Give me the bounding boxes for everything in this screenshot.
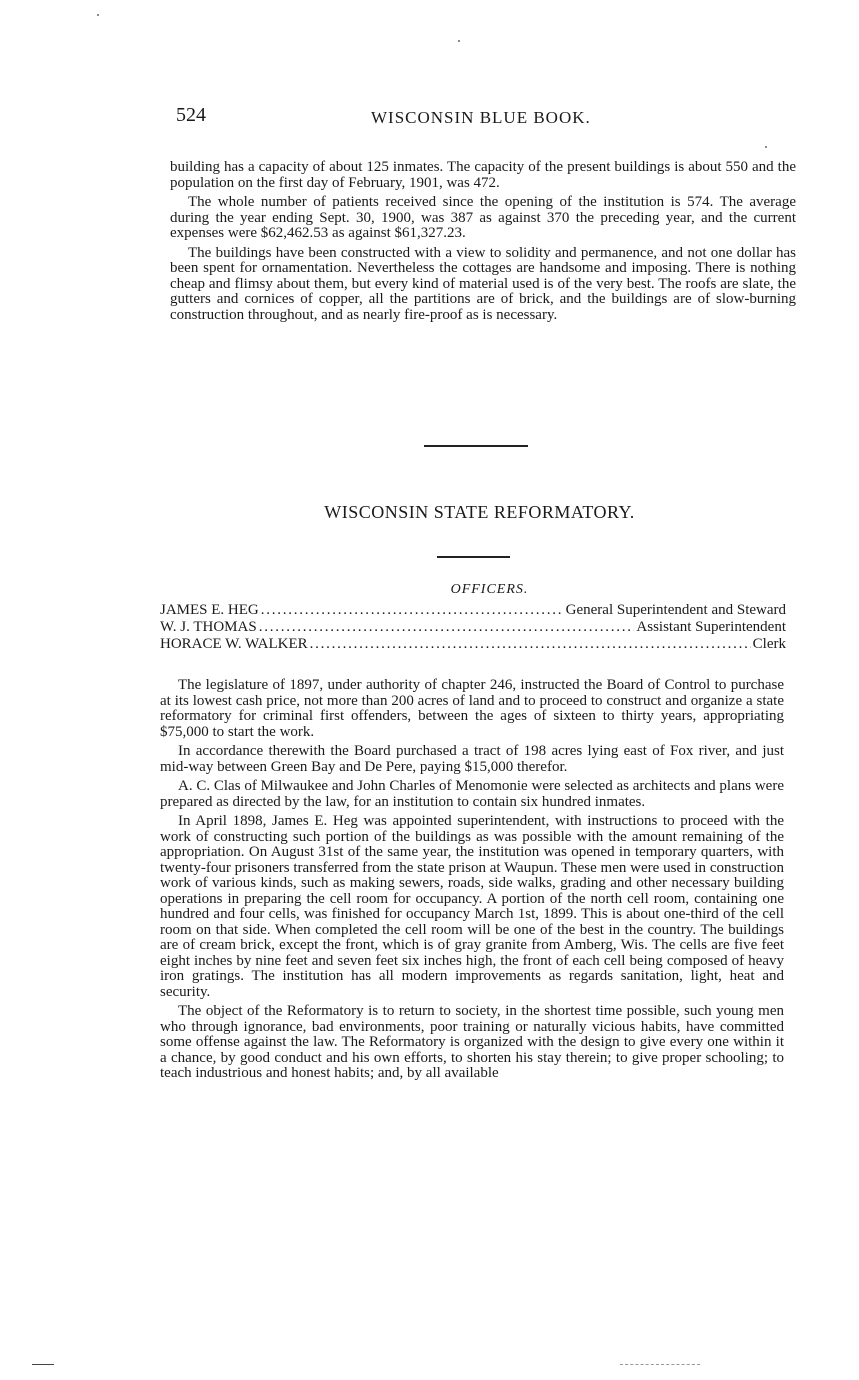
- paragraph: In accordance therewith the Board purchased a tract of 198 acres lying east of Fox river, and just mid-way between Green Bay and De Pere, paying $15,000 therefor.: [160, 743, 784, 775]
- title-rule: [437, 556, 510, 558]
- section-title: WISCONSIN STATE REFORMATORY.: [324, 502, 635, 522]
- officer-row: [160, 619, 786, 636]
- officer-title: Assistant Superintendent: [636, 619, 786, 635]
- officers-heading: OFFICERS.: [450, 582, 529, 597]
- officer-row: [160, 602, 786, 619]
- scan-mark: [620, 1364, 700, 1365]
- leader-dots: [259, 619, 635, 636]
- page-number: 524: [176, 104, 206, 126]
- officers-list: [160, 602, 786, 653]
- paragraph: In April 1898, James E. Heg was appointed superintendent, with instructions to proceed with the work of constructing such portion of the buildings as was possible with the amount remaining of the appropriation. On August 31st of the same year, the institution was opened in temporary quarters, with twenty-four prisoners transferred from the state prison at Waupun. These men were used in construction work of various kinds, such as making sewers, roads, side walks, grading and other necessary building operations in preparing the cell room for occupancy. A portion of the north cell room, containing one hundred and four cells, was finished for occupancy March 1st, 1899. This is about one-third of the cell room on that side. When completed the cell room will be one of the best in the country. The buildings are of cream brick, except the front, which is of gray granite from Amberg, Wis. The cells are five feet eight inches by nine feet and seven feet six inches high, the front of each cell being composed of heavy iron gratings. The institution has all modern improvements as regards sanitation, light, heat and security.: [160, 813, 784, 1000]
- paragraph: A. C. Clas of Milwaukee and John Charles of Menomonie were selected as architects and plans were prepared as directed by the law, for an institution to contain six hundred inmates.: [160, 778, 784, 810]
- officer-row: [160, 636, 786, 653]
- reformatory-text: [160, 678, 784, 1086]
- scan-speck: [765, 146, 767, 148]
- scan-mark: [32, 1364, 54, 1365]
- leader-dots: [310, 636, 751, 653]
- officer-title: General Superintendent and Steward: [565, 602, 786, 618]
- leader-dots: [261, 602, 564, 619]
- scan-speck: [97, 14, 99, 16]
- paragraph: building has a capacity of about 125 inmates. The capacity of the present buildings is about 550 and the population on the first day of February, 1901, was 472.: [170, 159, 796, 191]
- scan-speck: [458, 40, 460, 42]
- paragraph: The object of the Reformatory is to return to society, in the shortest time possible, such young men who through ignorance, bad environments, poor training or naturally vicious habits, have committed some offense against the law. The Reformatory is organized with the design to give every one within it a chance, by good conduct and his own efforts, to shorten his stay therein; to give proper schooling; to teach industrious and honest habits; and, by all available: [160, 1003, 784, 1081]
- running-head: WISCONSIN BLUE BOOK.: [371, 108, 591, 127]
- officer-title: Clerk: [752, 636, 786, 652]
- continued-text: [170, 160, 796, 327]
- page-header: [176, 104, 616, 138]
- section-divider: [424, 445, 528, 447]
- officer-name: JAMES E. HEG: [160, 602, 259, 618]
- officer-name: W. J. THOMAS: [160, 619, 257, 635]
- paragraph: The whole number of patients received since the opening of the institution is 574. The average during the year ending Sept. 30, 1900, was 387 as against 370 the preceding year, and the current expenses were $62,462.53 as against $61,327.23.: [170, 194, 796, 241]
- paragraph: The buildings have been constructed with a view to solidity and permanence, and not one dollar has been spent for ornamentation. Nevertheless the cottages are handsome and imposing. There is nothing cheap and flimsy about them, but every kind of material used is of the very best. The roofs are slate, the gutters and cornices of copper, all the partitions are of brick, and the buildings are of slow-burning construction throughout, and as nearly fire-proof as is necessary.: [170, 244, 796, 323]
- officer-name: HORACE W. WALKER: [160, 636, 308, 652]
- paragraph: The legislature of 1897, under authority of chapter 246, instructed the Board of Control to purchase at its lowest cash price, not more than 200 acres of land and to proceed to construct and organize a state reformatory for criminal first offenders, between the ages of sixteen to thirty years, appropriating $75,000 to start the work.: [160, 677, 784, 740]
